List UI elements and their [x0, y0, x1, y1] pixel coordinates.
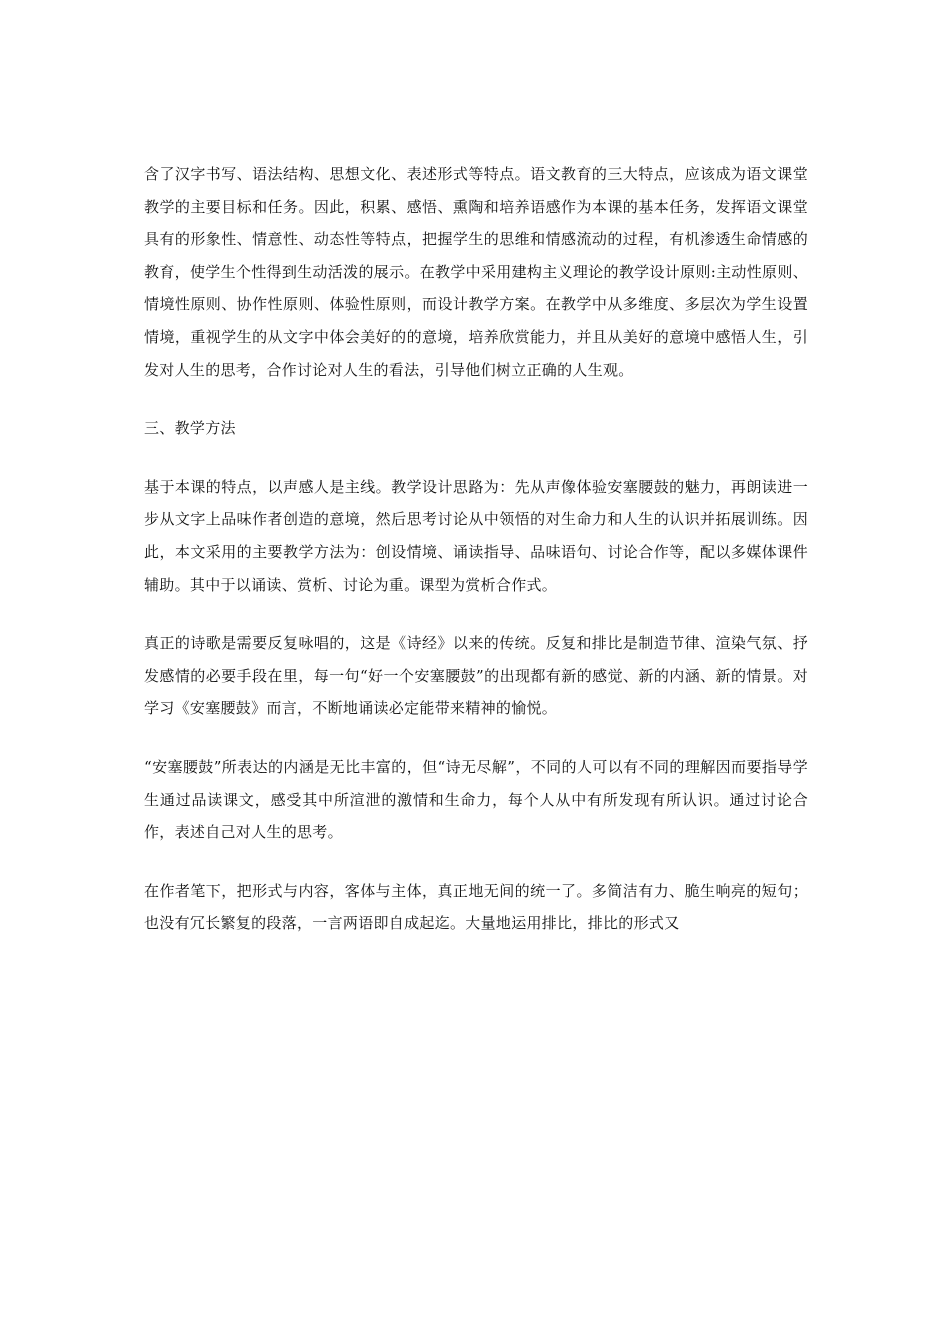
paragraph-form-and-content: 在作者笔下，把形式与内容，客体与主体，真正地无间的统一了。多简洁有力、脆生响亮的短句；也没有冗长繁复的段落，一言两语即自成起迄。大量地运用排比，排比的形式又 — [144, 881, 808, 933]
paragraph-repetition-reading: 真正的诗歌是需要反复咏唱的，这是《诗经》以来的传统。反复和排比是制造节律、渲染气氛、抒发感情的必要手段在里，每一句“好一个安塞腰鼓”的出现都有新的感觉、新的内涵、新的情景。对学习《安塞腰鼓》而言，不断地诵读必定能带来精神的愉悦。 — [144, 634, 808, 718]
paragraph-teaching-principles: 含了汉字书写、语法结构、思想文化、表述形式等特点。语文教育的三大特点，应该成为语文课堂教学的主要目标和任务。因此，积累、感悟、熏陶和培养语感作为本课的基本任务，发挥语文课堂具有的形象性、情意性、动态性等特点，把握学生的思维和情感流动的过程，有机渗透生命情感的教育，使学生个性得到生动活泼的展示。在教学中采用建构主义理论的教学设计原则:主动性原则、情境性原则、协作性原则、体验性原则，而设计教学方案。在教学中从多维度、多层次为学生设置情境，重视学生的从文字中体会美好的的意境，培养欣赏能力，并且从美好的意境中感悟人生，引发对人生的思考，合作讨论对人生的看法，引导他们树立正确的人生观。 — [144, 165, 808, 379]
paragraph-connotation: “安塞腰鼓”所表达的内涵是无比丰富的，但“诗无尽解”，不同的人可以有不同的理解因而要指导学生通过品读课文，感受其中所渲泄的激情和生命力，每个人从中有所发现有所认识。通过讨论合作，表述自己对人生的思考。 — [144, 757, 808, 842]
section-heading-teaching-methods: 三、教学方法 — [144, 419, 236, 438]
document-page — [144, 158, 808, 940]
paragraph-teaching-approach: 基于本课的特点，以声感人是主线。教学设计思路为：先从声像体验安塞腰鼓的魅力，再朗读进一步从文字上品味作者创造的意境，然后思考讨论从中领悟的对生命力和人生的认识并拓展训练。因此，本文采用的主要教学方法为：创设情境、诵读指导、品味语句、讨论合作等，配以多媒体课件辅助。其中于以诵读、赏析、讨论为重。课型为赏析合作式。 — [144, 477, 808, 594]
